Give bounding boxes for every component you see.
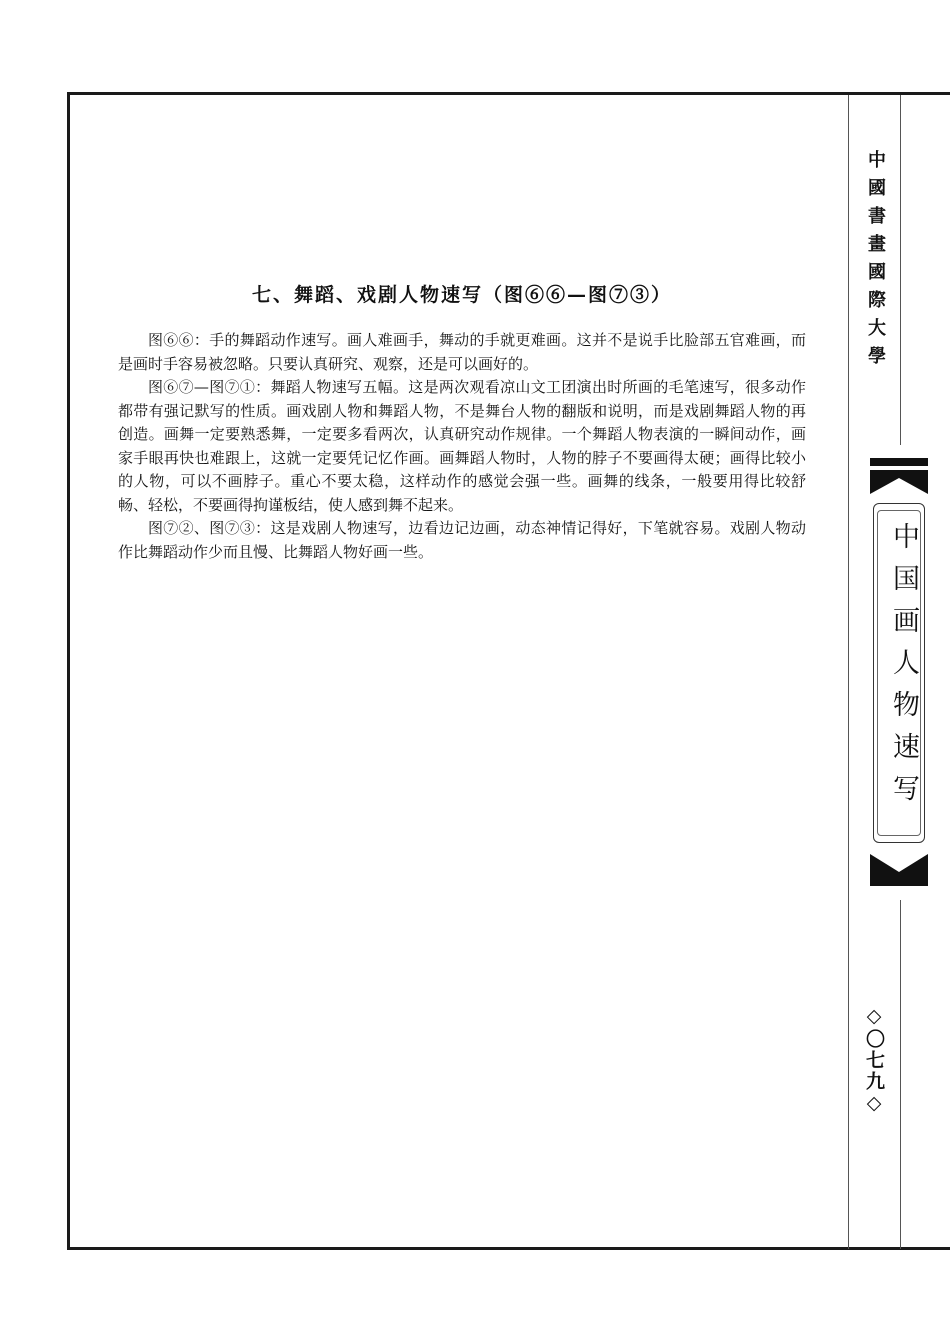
page-frame [67,92,950,1250]
section-title: 七、舞蹈、戏剧人物速写（图⑥⑥—图⑦③） [251,284,672,306]
spine-divider [848,95,849,1249]
ornament-band [870,458,928,466]
spine-edge-line [900,900,901,1249]
body-paragraph: 图⑥⑥：手的舞蹈动作速写。画人难画手，舞动的手就更难画。这并不是说手比脸部五官难画，而是画时手容易被忽略。只要认真研究、观察，还是可以画好的。 [118,331,806,373]
body-paragraph: 图⑦②、图⑦③：这是戏剧人物速写，边看边记边画，动态神情记得好，下笔就容易。戏剧人物动作比舞蹈动作少而且慢、比舞蹈人物好画一些。 [118,519,806,561]
book-title: 中国画人物速写 [888,522,919,816]
ornament-band [870,878,928,886]
page-number: ◇〇七九◇ [863,1005,885,1116]
series-title: 中國書畫國際大學 [865,150,886,374]
main-content [118,280,806,564]
body-paragraph: 图⑥⑦—图⑦①：舞蹈人物速写五幅。这是两次观看凉山文工团演出时所画的毛笔速写，很多动作都带有强记默写的性质。画戏剧人物和舞蹈人物，不是舞台人物的翻版和说明，而是戏剧舞蹈人物的再创造。画舞一定要熟悉舞，一定要多看两次，认真研究动作规律。一个舞蹈人物表演的一瞬间动作，画家手眼再快也难跟上，这就一定要凭记忆作画。画舞蹈人物时，人物的脖子不要画得太硬；画得比较小的人物，可以不画脖子。重心不要太稳，这样动作的感觉会强一些。画舞的线条，一般要用得比较舒畅、轻松，不要画得拘谨板结，使人感到舞不起来。 [118,378,806,514]
spine-edge-line [900,95,901,445]
ornament-chevron-icon [870,842,928,878]
